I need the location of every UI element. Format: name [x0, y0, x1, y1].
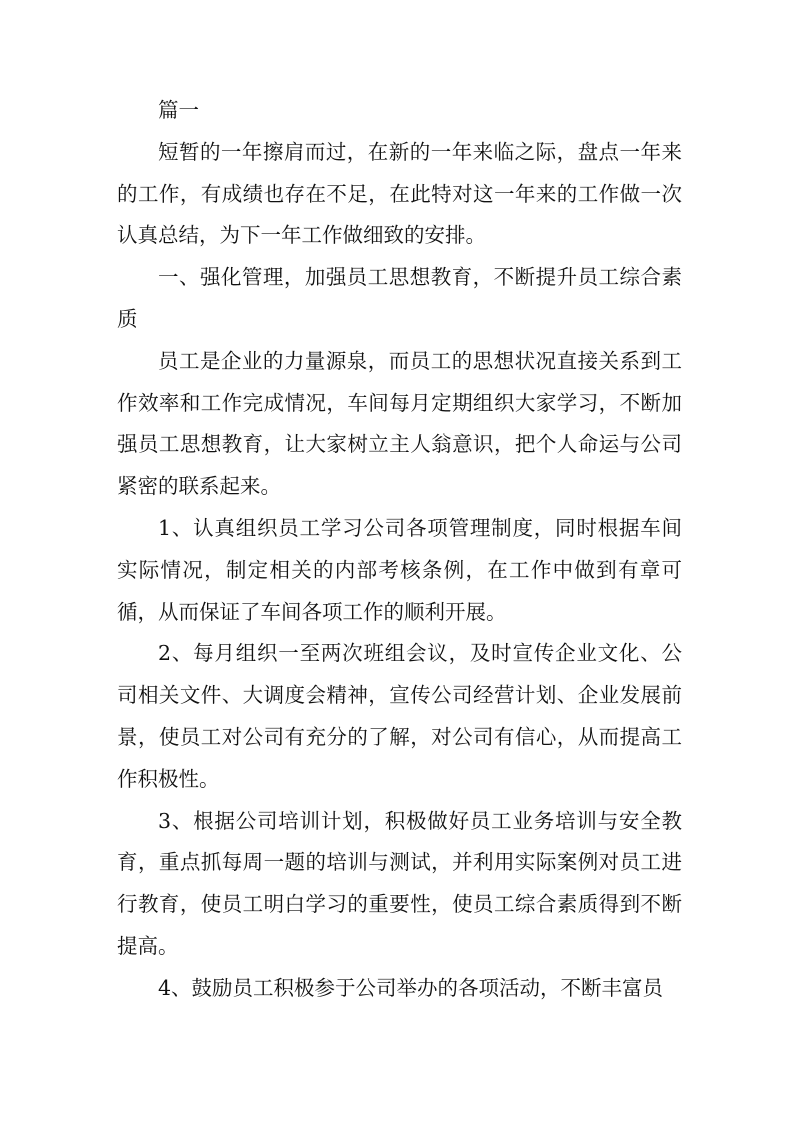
paragraph-item-1: 1、认真组织员工学习公司各项管理制度，同时根据车间实际情况，制定相关的内部考核条例，在工作中做到有章可循，从而保证了车间各项工作的顺利开展。	[117, 515, 682, 624]
paragraph-item-4: 4、鼓励员工积极参于公司举办的各项活动，不断丰富员	[158, 975, 664, 1000]
paragraph-heading-one: 一、强化管理，加强员工思想教育，不断提升员工综合素质	[117, 265, 682, 331]
section-title: 篇一	[158, 98, 199, 122]
paragraph-intro: 短暂的一年擦肩而过，在新的一年来临之际，盘点一年来的工作，有成绩也存在不足，在此特对这一年来的工作做一次认真总结，为下一年工作做细致的安排。	[117, 139, 682, 248]
paragraph-item-3: 3、根据公司培训计划，积极做好员工业务培训与安全教育，重点抓每周一题的培训与测试，并利用实际案例对员工进行教育，使员工明白学习的重要性，使员工综合素质得到不断提高。	[117, 808, 682, 958]
paragraph-item-2: 2、每月组织一至两次班组会议，及时宣传企业文化、公司相关文件、大调度会精神，宣传公司经营计划、企业发展前景，使员工对公司有充分的了解，对公司有信心，从而提高工作积极性。	[117, 641, 682, 791]
paragraph-staff-thinking: 员工是企业的力量源泉，而员工的思想状况直接关系到工作效率和工作完成情况，车间每月定期组织大家学习，不断加强员工思想教育，让大家树立主人翁意识，把个人命运与公司紧密的联系起来。	[117, 348, 682, 499]
document-body	[117, 90, 682, 1010]
